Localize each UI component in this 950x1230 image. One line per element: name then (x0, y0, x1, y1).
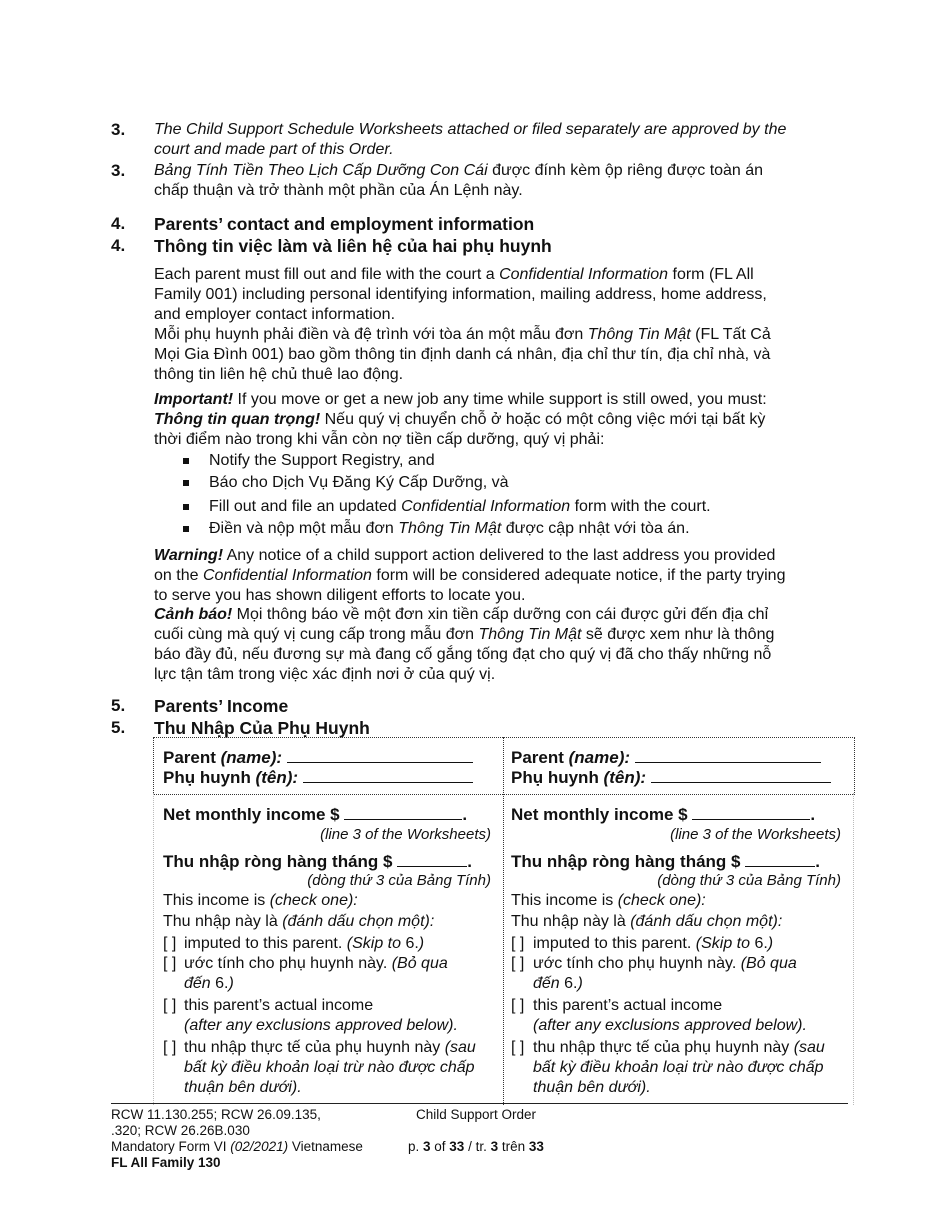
left-net-income-vi: Thu nhập ròng hàng tháng $ . (163, 852, 472, 871)
right-income-is-vi: Thu nhập này là (đánh dấu chọn một): (511, 913, 783, 930)
left-actual-vi-line3: thuận bên dưới). (184, 1079, 302, 1096)
right-actual-en: this parent’s actual income (533, 997, 723, 1014)
bullet-icon (183, 504, 189, 510)
column-divider (503, 737, 504, 1105)
right-parent-name: Parent (name): (511, 748, 821, 768)
right-imputed-en: imputed to this parent. (Skip to 6.) (533, 935, 774, 952)
item-number: 5. (111, 718, 126, 737)
left-net-income-en-note: (line 3 of the Worksheets) (320, 826, 491, 843)
left-phu-huynh-name: Phụ huynh (tên): (163, 768, 473, 788)
item-number: 3. (111, 120, 126, 139)
right-net-income-en: Net monthly income $ . (511, 805, 816, 824)
right-income-is-en: This income is (check one): (511, 892, 706, 909)
right-net-income-en-note: (line 3 of the Worksheets) (670, 826, 841, 843)
item5-heading-vi: Thu Nhập Của Phụ Huynh (154, 718, 370, 738)
left-net-income-vi-note: (dòng thứ 3 của Bảng Tính) (307, 872, 491, 889)
right-actual-en-line2: (after any exclusions approved below). (533, 1017, 807, 1034)
left-income-is-en: This income is (check one): (163, 892, 358, 909)
warning-en-line3: to serve you has shown diligent efforts to locate you. (154, 587, 526, 604)
right-phu-huynh-name: Phụ huynh (tên): (511, 768, 831, 788)
left-actual-vi-checkbox[interactable]: [ ] (163, 1039, 177, 1056)
left-imputed-checkbox[interactable]: [ ] (163, 935, 177, 952)
item3-en-line1: The Child Support Schedule Worksheets attached or filed separately are approved by the (154, 121, 787, 138)
right-actual-checkbox[interactable]: [ ] (511, 997, 525, 1014)
bullet-text-3: Fill out and file an updated Confidential Information form with the court. (209, 498, 711, 515)
right-imputed-vi-checkbox[interactable]: [ ] (511, 955, 525, 972)
bullet-text-4: Điền và nộp một mẫu đơn Thông Tin Mật được cập nhật với tòa án. (209, 520, 690, 537)
footer-rule (111, 1103, 848, 1104)
left-imputed-vi-checkbox[interactable]: [ ] (163, 955, 177, 972)
item4-heading-en: Parents’ contact and employment information (154, 214, 535, 234)
p2-line3: thông tin liên hệ chủ thuê lao động. (154, 366, 404, 383)
left-actual-vi: thu nhập thực tế của phụ huynh này (sau (184, 1039, 476, 1056)
left-imputed-vi-line2: đến 6.) (184, 975, 234, 992)
item-number: 4. (111, 214, 126, 233)
right-actual-vi: thu nhập thực tế của phụ huynh này (sau (533, 1039, 825, 1056)
footer-form-id: FL All Family 130 (111, 1155, 221, 1170)
left-border (153, 793, 154, 1105)
left-actual-checkbox[interactable]: [ ] (163, 997, 177, 1014)
right-imputed-vi-line2: đến 6.) (533, 975, 583, 992)
item-number: 4. (111, 236, 126, 255)
footer-page-number: p. 3 of 33 / tr. 3 trên 33 (408, 1139, 544, 1154)
left-income-is-vi: Thu nhập này là (đánh dấu chọn một): (163, 913, 435, 930)
warning-en-line1: Warning! Any notice of a child support action delivered to the last address you provided (154, 547, 776, 564)
bullet-icon (183, 458, 189, 464)
warning-vi-line1: Cảnh báo! Mọi thông báo về một đơn xin tiền cấp dưỡng con cái được gửi đến địa chỉ (154, 606, 769, 623)
footer-rcw-line1: RCW 11.130.255; RCW 26.09.135, (111, 1107, 321, 1122)
right-imputed-vi: ước tính cho phụ huynh này. (Bỏ qua (533, 955, 797, 972)
p2-line2: Mọi Gia Đình 001) bao gồm thông tin định danh cá nhân, địa chỉ thư tín, địa chỉ nhà, và (154, 346, 771, 363)
important-vi-line2: thời điểm nào trong khi vẫn còn nợ tiền cấp dưỡng, quý vị phải: (154, 431, 605, 448)
warning-en-line2: on the Confidential Information form will be considered adequate notice, if the party trying (154, 567, 786, 584)
footer-title: Child Support Order (416, 1107, 537, 1122)
important-en: Important! If you move or get a new job any time while support is still owed, you must: (154, 391, 767, 408)
item3-vi-line1: Bảng Tính Tiền Theo Lịch Cấp Dưỡng Con Cái được đính kèm ộp riêng được toàn án (154, 162, 764, 179)
item3-en-line2: court and made part of this Order. (154, 141, 394, 158)
footer-form-version: Mandatory Form VI (02/2021) Vietnamese (111, 1139, 363, 1154)
left-actual-en-line2: (after any exclusions approved below). (184, 1017, 458, 1034)
bullet-text-1: Notify the Support Registry, and (209, 452, 435, 469)
left-parent-name: Parent (name): (163, 748, 473, 768)
important-vi: Thông tin quan trọng! Nếu quý vị chuyển chỗ ở hoặc có một công việc mới tại bất kỳ (154, 411, 766, 428)
left-actual-vi-line2: bất kỳ điều khoản loại trừ nào được chấp (184, 1059, 475, 1076)
right-net-income-vi-note: (dòng thứ 3 của Bảng Tính) (657, 872, 841, 889)
left-imputed-vi: ước tính cho phụ huynh này. (Bỏ qua (184, 955, 448, 972)
right-actual-vi-line2: bất kỳ điều khoản loại trừ nào được chấp (533, 1059, 824, 1076)
warning-vi-line2: cuối cùng mà quý vị cung cấp trong mẫu đơn Thông Tin Mật sẽ được xem như là thông (154, 626, 775, 643)
right-actual-vi-checkbox[interactable]: [ ] (511, 1039, 525, 1056)
bullet-text-2: Báo cho Dịch Vụ Đăng Ký Cấp Dưỡng, và (209, 474, 509, 491)
p1-line1: Each parent must fill out and file with the court a Confidential Information form (FL All (154, 266, 754, 283)
bullet-icon (183, 526, 189, 532)
p1-line3: and employer contact information. (154, 306, 396, 323)
item5-heading-en: Parents’ Income (154, 696, 289, 716)
right-net-income-vi: Thu nhập ròng hàng tháng $ . (511, 852, 820, 871)
item4-heading-vi: Thông tin việc làm và liên hệ của hai phụ huynh (154, 236, 552, 256)
item3-vi-line2: chấp thuận và trở thành một phần của Án Lệnh này. (154, 182, 523, 199)
warning-vi-line3: báo đầy đủ, nếu đương sự mà đang cố gắng tống đạt cho quý vị đã cho thấy những nỗ (154, 646, 772, 663)
item-number: 3. (111, 161, 126, 180)
left-actual-en: this parent’s actual income (184, 997, 374, 1014)
right-imputed-checkbox[interactable]: [ ] (511, 935, 525, 952)
item-number: 5. (111, 696, 126, 715)
bullet-icon (183, 480, 189, 486)
right-border (853, 793, 854, 1105)
footer-rcw-line2: .320; RCW 26.26B.030 (111, 1123, 250, 1138)
left-net-income-en: Net monthly income $ . (163, 805, 468, 824)
p2-line1: Mỗi phụ huynh phải điền và đệ trình với tòa án một mẫu đơn Thông Tin Mật (FL Tất Cả (154, 326, 771, 343)
left-imputed-en: imputed to this parent. (Skip to 6.) (184, 935, 425, 952)
right-actual-vi-line3: thuận bên dưới). (533, 1079, 651, 1096)
warning-vi-line4: lực tận tâm trong việc xác định nơi ở của quý vị. (154, 666, 496, 683)
p1-line2: Family 001) including personal identifying information, mailing address, home address, (154, 286, 767, 303)
